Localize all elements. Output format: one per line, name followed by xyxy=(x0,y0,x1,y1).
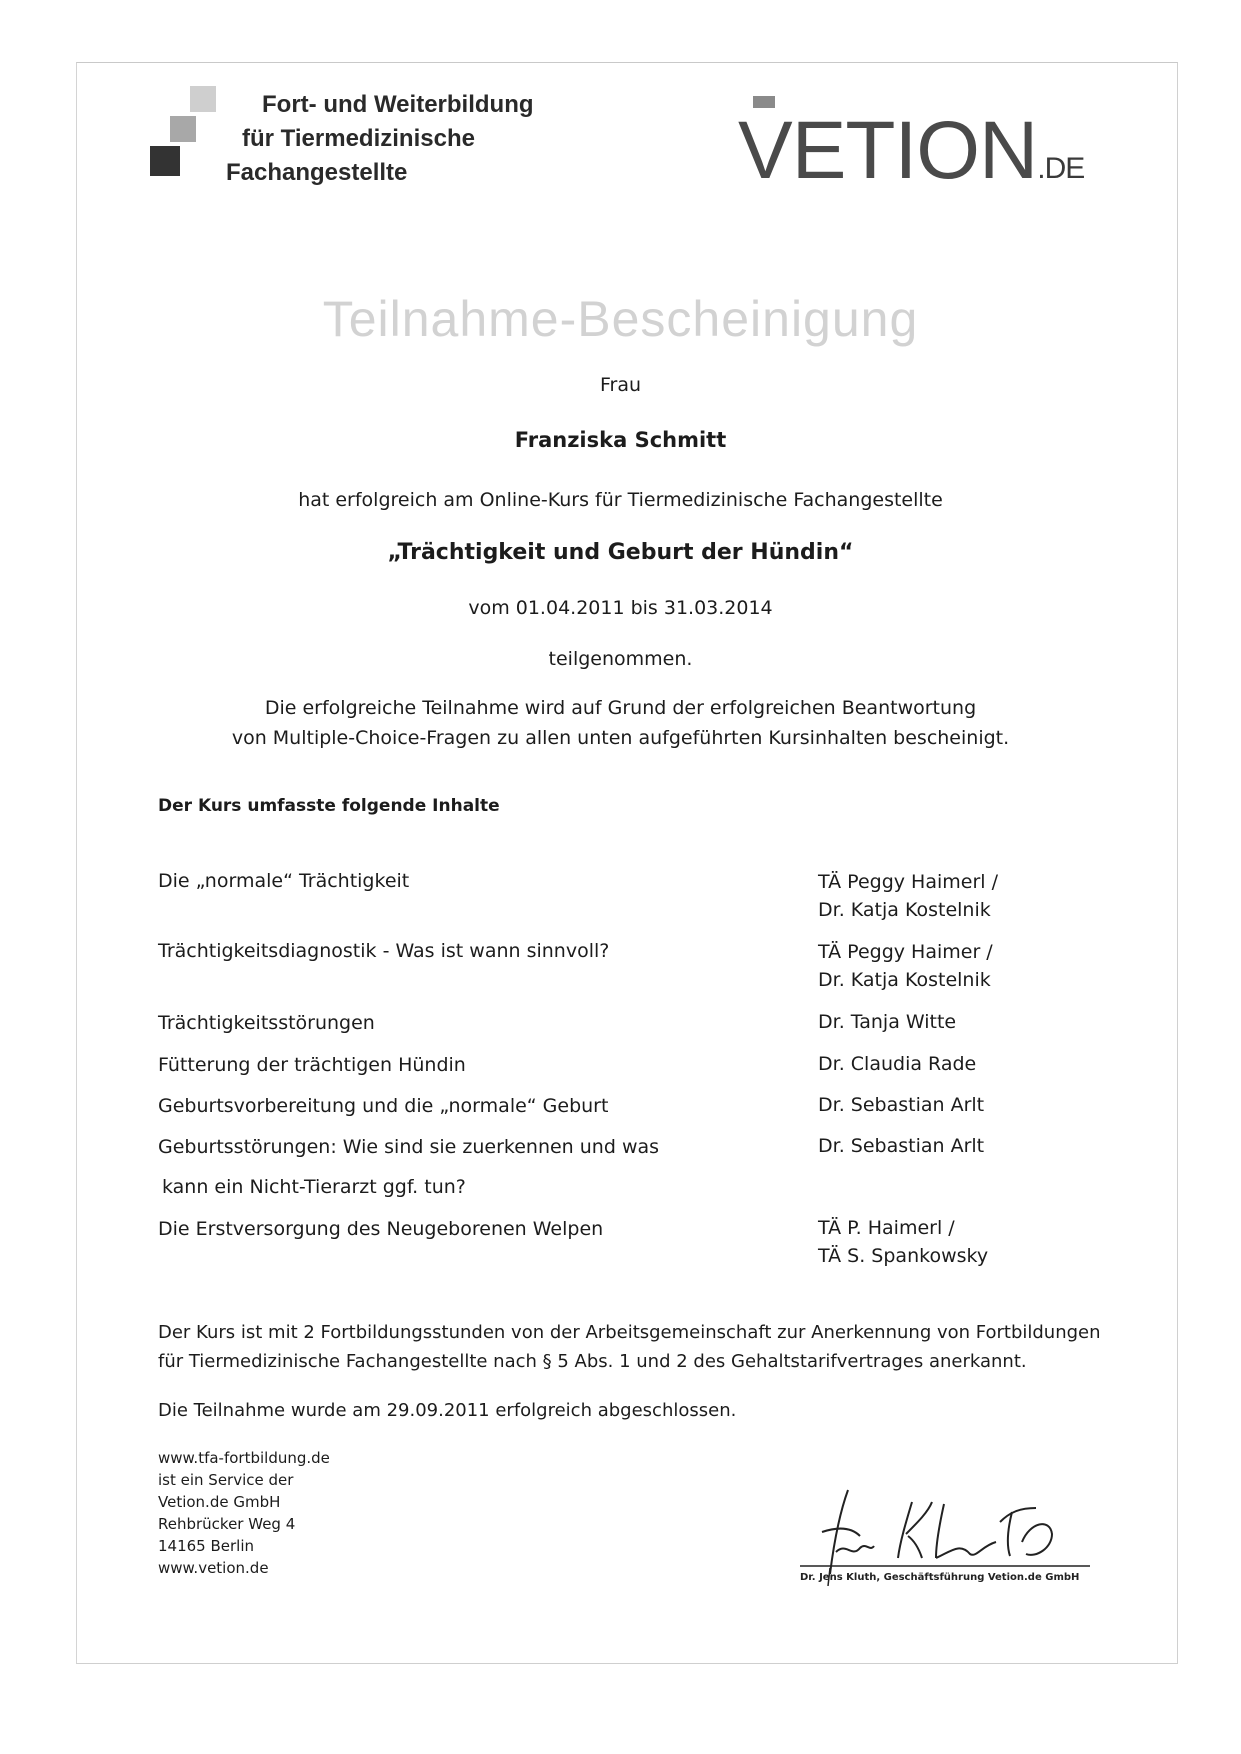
footer-address xyxy=(158,1447,330,1579)
lecturer-1b: Dr. Katja Kostelnik xyxy=(818,899,991,921)
address-line: ist ein Service der xyxy=(158,1471,294,1489)
accreditation-line-1: Der Kurs ist mit 2 Fortbildungsstunden von der Arbeitsgemeinschaft zur Anerkennung von Fortbildungen xyxy=(158,1322,1101,1343)
participant-name: Franziska Schmitt xyxy=(514,428,727,452)
lecturer-2a: TÄ Peggy Haimer / xyxy=(818,941,993,963)
topic-6: Geburtsstörungen: Wie sind sie zuerkennen und was xyxy=(158,1136,660,1158)
participated-text: teilgenommen. xyxy=(548,648,693,670)
topic-5: Geburtsvorbereitung und die „normale“ Geburt xyxy=(158,1095,609,1117)
address-line: Rehbrücker Weg 4 xyxy=(158,1515,296,1533)
accreditation-line-2: für Tiermedizinische Fachangestellte nach § 5 Abs. 1 und 2 des Gehaltstarifvertrages anerkannt. xyxy=(158,1351,1027,1372)
address-line: www.vetion.de xyxy=(158,1559,269,1577)
basis-line-2: von Multiple-Choice-Fragen zu allen unten aufgeführten Kursinhalten bescheinigt. xyxy=(231,727,1010,749)
lecturer-1a: TÄ Peggy Haimerl / xyxy=(818,871,998,893)
org-line-1: Fort- und Weiterbildung xyxy=(262,91,534,118)
lecturer-2b: Dr. Katja Kostelnik xyxy=(818,969,991,991)
contents-heading: Der Kurs umfasste folgende Inhalte xyxy=(158,796,500,816)
lecturer-4: Dr. Claudia Rade xyxy=(818,1053,977,1075)
certificate-title: Teilnahme-Bescheinigung xyxy=(322,291,919,347)
topic-7: Die Erstversorgung des Neugeborenen Welpen xyxy=(158,1218,604,1240)
topic-3: Trächtigkeitsstörungen xyxy=(158,1012,375,1034)
topic-1: Die „normale“ Trächtigkeit xyxy=(158,870,410,892)
lecturer-7a: TÄ P. Haimerl / xyxy=(818,1217,955,1239)
brand-suffix: .DE xyxy=(1037,152,1085,185)
brand-logo xyxy=(738,105,1085,210)
address-line: www.tfa-fortbildung.de xyxy=(158,1449,330,1467)
lecturer-3: Dr. Tanja Witte xyxy=(818,1011,957,1033)
topic-6-cont: kann ein Nicht-Tierarzt ggf. tun? xyxy=(162,1176,466,1198)
completion-text: Die Teilnahme wurde am 29.09.2011 erfolgreich abgeschlossen. xyxy=(158,1400,737,1421)
topic-2: Trächtigkeitsdiagnostik - Was ist wann sinnvoll? xyxy=(158,940,610,962)
logo-squares-icon xyxy=(150,86,230,192)
salutation: Frau xyxy=(599,374,642,396)
lecturer-6: Dr. Sebastian Arlt xyxy=(818,1135,985,1157)
address-line: 14165 Berlin xyxy=(158,1537,255,1555)
org-line-2: für Tiermedizinische xyxy=(242,125,475,152)
lecturer-7b: TÄ S. Spankowsky xyxy=(818,1245,989,1267)
intro-text: hat erfolgreich am Online-Kurs für Tiermedizinische Fachangestellte xyxy=(298,489,943,511)
topic-4: Fütterung der trächtigen Hündin xyxy=(158,1054,466,1076)
org-line-3: Fachangestellte xyxy=(226,159,408,186)
signature-caption: Dr. Jens Kluth, Geschäftsführung Vetion.de GmbH xyxy=(800,1572,1080,1583)
course-period: vom 01.04.2011 bis 31.03.2014 xyxy=(468,597,773,619)
signature-icon xyxy=(800,1482,1090,1586)
lecturer-5: Dr. Sebastian Arlt xyxy=(818,1094,985,1116)
basis-line-1: Die erfolgreiche Teilnahme wird auf Grund der erfolgreichen Beantwortung xyxy=(264,697,977,719)
course-title: „Trächtigkeit und Geburt der Hündin“ xyxy=(387,540,854,565)
brand-main: VETION xyxy=(738,105,1038,196)
address-line: Vetion.de GmbH xyxy=(158,1493,281,1511)
